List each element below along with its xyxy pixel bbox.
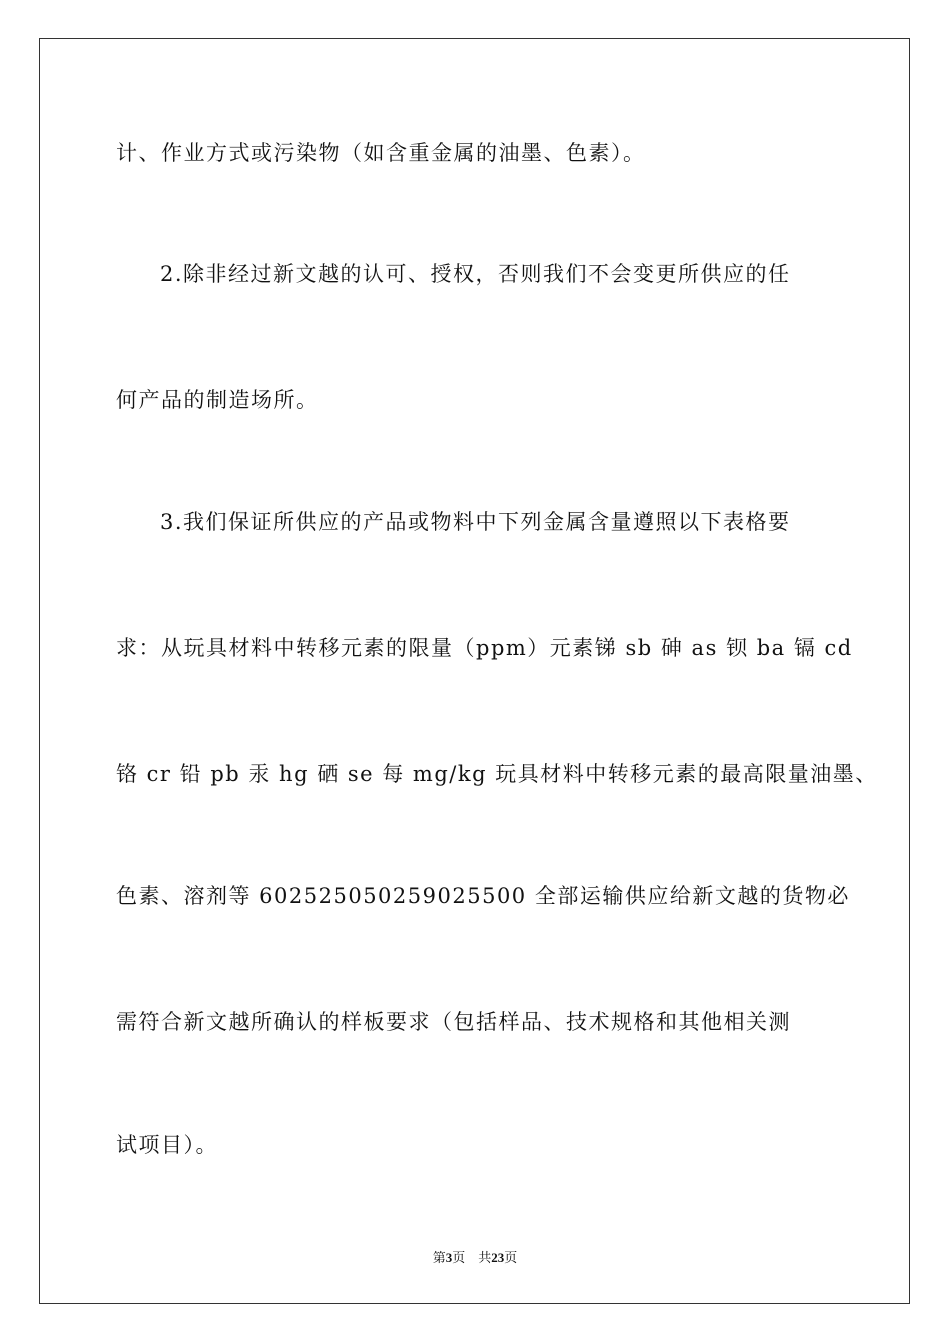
footer-page-prefix: 第	[432, 1250, 446, 1265]
paragraph-line-9: 试项目）。	[116, 1133, 218, 1157]
paragraph-line-5: 求：从玩具材料中转移元素的限量（ppm）元素锑 sb 砷 as 钡 ba 镉 cd	[116, 636, 853, 660]
paragraph-line-6: 铬 cr 铅 pb 汞 hg 硒 se 每 mg/kg 玩具材料中转移元素的最高限量油墨、	[116, 762, 878, 786]
page-footer	[0, 1247, 950, 1266]
paragraph-line-8: 需符合新文越所确认的样板要求（包括样品、技术规格和其他相关测	[116, 1010, 791, 1034]
paragraph-line-7: 色素、溶剂等 602525050259025500 全部运输供应给新文越的货物必	[116, 884, 850, 908]
paragraph-line-4: 3.我们保证所供应的产品或物料中下列金属含量遵照以下表格要	[160, 510, 791, 534]
paragraph-line-3: 何产品的制造场所。	[116, 388, 319, 412]
footer-total-suffix: 页	[504, 1250, 518, 1265]
paragraph-line-1: 计、作业方式或污染物（如含重金属的油墨、色素）。	[116, 141, 646, 165]
footer-total-prefix: 共	[478, 1250, 492, 1265]
footer-total-pages: 23	[491, 1250, 505, 1265]
paragraph-line-2: 2.除非经过新文越的认可、授权，否则我们不会变更所供应的任	[160, 262, 791, 286]
footer-page-number: 3	[445, 1250, 453, 1265]
footer-page-suffix: 页	[452, 1250, 466, 1265]
page-frame	[39, 38, 910, 1304]
